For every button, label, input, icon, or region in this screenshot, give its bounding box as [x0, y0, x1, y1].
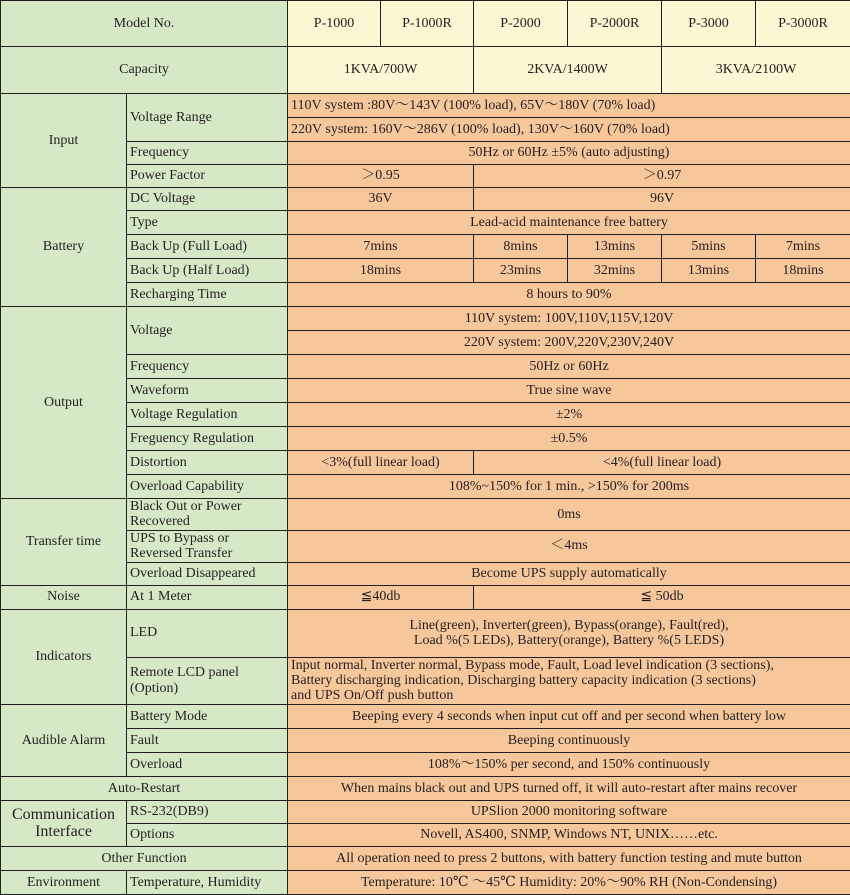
communication-category	[1, 800, 127, 846]
recharging-label: Recharging Time	[127, 283, 288, 307]
table-row	[1, 562, 850, 585]
output-category: Output	[1, 307, 127, 499]
overload-capability-value: 108%~150% for 1 min., >150% for 200ms	[288, 475, 850, 499]
model-label: Model No.	[1, 1, 288, 47]
table-row	[1, 188, 850, 211]
table-row	[1, 752, 850, 776]
backup-half-3k: 13mins	[662, 259, 756, 283]
table-row	[1, 846, 850, 870]
table-row	[1, 585, 850, 609]
table-row	[1, 379, 850, 403]
table-row	[1, 165, 850, 188]
backup-half-1k: 18mins	[288, 259, 474, 283]
alarm-overload-label: Overload	[127, 752, 288, 776]
other-function-category: Other Function	[1, 846, 288, 870]
table-row	[1, 657, 850, 704]
input-frequency-label: Frequency	[127, 142, 288, 165]
transfer-category: Transfer time	[1, 499, 127, 586]
table-row	[1, 307, 850, 331]
rs232-value: UPSlion 2000 monitoring software	[288, 800, 850, 823]
backup-full-2k: 8mins	[474, 235, 568, 259]
remote-lcd-value	[288, 657, 850, 704]
backup-full-3kr: 7mins	[756, 235, 850, 259]
voltage-regulation-label: Voltage Regulation	[127, 403, 288, 427]
output-frequency-label: Frequency	[127, 355, 288, 379]
capacity-2kva: 2KVA/1400W	[474, 47, 662, 94]
battery-category: Battery	[1, 188, 127, 307]
capacity-3kva: 3KVA/2100W	[662, 47, 850, 94]
led-line-2: Load %(5 LEDs), Battery(orange), Battery %(5 LEDS)	[291, 633, 847, 648]
table-row	[1, 823, 850, 846]
alarm-overload-value: 108%～150% per second, and 150% continuously	[288, 752, 850, 776]
table-row	[1, 499, 850, 531]
waveform-value: True sine wave	[288, 379, 850, 403]
model-p3000r: P-3000R	[756, 1, 850, 47]
waveform-label: Waveform	[127, 379, 288, 403]
input-category: Input	[1, 94, 127, 188]
table-row	[1, 403, 850, 427]
remote-lcd-line-1: Input normal, Inverter normal, Bypass mode, Fault, Load level indication (3 sections),	[291, 658, 847, 673]
distortion-label: Distortion	[127, 451, 288, 475]
blackout-value: 0ms	[288, 499, 850, 531]
noise-1k: ≦40db	[288, 585, 474, 609]
table-row	[1, 427, 850, 451]
model-p2000r: P-2000R	[568, 1, 662, 47]
table-row	[1, 142, 850, 165]
table-row	[1, 776, 850, 800]
remote-lcd-label	[127, 657, 288, 704]
capacity-label: Capacity	[1, 47, 288, 94]
model-row	[1, 1, 850, 47]
overload-disappeared-label: Overload Disappeared	[127, 562, 288, 585]
model-p3000: P-3000	[662, 1, 756, 47]
blackout-label: Black Out or Power Recovered	[127, 499, 288, 531]
voltage-range-220: 220V system: 160V～286V (100% load), 130V～160V (70% load)	[288, 118, 850, 142]
power-factor-1k: ＞0.95	[288, 165, 474, 188]
model-p1000r: P-1000R	[381, 1, 474, 47]
rs232-label: RS-232(DB9)	[127, 800, 288, 823]
recharging-value: 8 hours to 90%	[288, 283, 850, 307]
power-factor-2k3k: ＞0.97	[474, 165, 850, 188]
remote-lcd-line-3: and UPS On/Off push button	[291, 688, 847, 703]
table-row	[1, 259, 850, 283]
capacity-1kva: 1KVA/700W	[288, 47, 474, 94]
backup-half-label: Back Up (Half Load)	[127, 259, 288, 283]
battery-type-value: Lead-acid maintenance free battery	[288, 211, 850, 235]
led-value	[288, 609, 850, 657]
remote-lcd-label-1: Remote LCD panel	[130, 665, 284, 680]
backup-full-label: Back Up (Full Load)	[127, 235, 288, 259]
table-row	[1, 451, 850, 475]
power-factor-label: Power Factor	[127, 165, 288, 188]
distortion-1k: <3%(full linear load)	[288, 451, 474, 475]
environment-category: Environment	[1, 870, 127, 894]
table-row	[1, 355, 850, 379]
table-row	[1, 728, 850, 752]
bypass-value: ＜4ms	[288, 530, 850, 562]
options-label: Options	[127, 823, 288, 846]
battery-type-label: Type	[127, 211, 288, 235]
overload-capability-label: Overload Capability	[127, 475, 288, 499]
backup-half-2k: 23mins	[474, 259, 568, 283]
remote-lcd-line-2: Battery discharging indication, Discharging battery capacity indication (3 sections)	[291, 673, 847, 688]
model-p1000: P-1000	[288, 1, 381, 47]
noise-label: At 1 Meter	[127, 585, 288, 609]
environment-label: Temperature, Humidity	[127, 870, 288, 894]
led-label: LED	[127, 609, 288, 657]
table-row	[1, 609, 850, 657]
backup-full-3k: 5mins	[662, 235, 756, 259]
distortion-2k3k: <4%(full linear load)	[474, 451, 850, 475]
other-function-value: All operation need to press 2 buttons, with battery function testing and mute button	[288, 846, 850, 870]
backup-full-1k: 7mins	[288, 235, 474, 259]
bypass-label: UPS to Bypass or Reversed Transfer	[127, 530, 288, 562]
backup-half-2kr: 32mins	[568, 259, 662, 283]
battery-mode-value: Beeping every 4 seconds when input cut off and per second when battery low	[288, 704, 850, 728]
communication-category-1: Communication	[4, 806, 123, 824]
environment-value: Temperature: 10℃ ～45℃ Humidity: 20%～90% RH (Non-Condensing)	[288, 870, 850, 894]
output-frequency-value: 50Hz or 60Hz	[288, 355, 850, 379]
alarm-category: Audible Alarm	[1, 704, 127, 776]
table-row	[1, 800, 850, 823]
table-row	[1, 211, 850, 235]
dc-voltage-2k3k: 96V	[474, 188, 850, 211]
table-row	[1, 704, 850, 728]
noise-category: Noise	[1, 585, 127, 609]
capacity-row	[1, 47, 850, 94]
auto-restart-value: When mains black out and UPS turned off, it will auto-restart after mains recover	[288, 776, 850, 800]
dc-voltage-label: DC Voltage	[127, 188, 288, 211]
dc-voltage-1k: 36V	[288, 188, 474, 211]
table-row	[1, 475, 850, 499]
input-frequency-value: 50Hz or 60Hz ±5% (auto adjusting)	[288, 142, 850, 165]
remote-lcd-label-2: (Option)	[130, 681, 284, 696]
indicators-category: Indicators	[1, 609, 127, 704]
backup-full-2kr: 13mins	[568, 235, 662, 259]
table-row	[1, 870, 850, 894]
fault-value: Beeping continuously	[288, 728, 850, 752]
voltage-range-label: Voltage Range	[127, 94, 288, 142]
frequency-regulation-value: ±0.5%	[288, 427, 850, 451]
auto-restart-category: Auto-Restart	[1, 776, 288, 800]
table-row	[1, 235, 850, 259]
output-voltage-220: 220V system: 200V,220V,230V,240V	[288, 331, 850, 355]
fault-label: Fault	[127, 728, 288, 752]
output-voltage-110: 110V system: 100V,110V,115V,120V	[288, 307, 850, 331]
overload-disappeared-value: Become UPS supply automatically	[288, 562, 850, 585]
voltage-regulation-value: ±2%	[288, 403, 850, 427]
table-row	[1, 283, 850, 307]
communication-category-2: Interface	[4, 823, 123, 841]
frequency-regulation-label: Freguency Regulation	[127, 427, 288, 451]
options-value: Novell, AS400, SNMP, Windows NT, UNIX……etc.	[288, 823, 850, 846]
backup-half-3kr: 18mins	[756, 259, 850, 283]
output-voltage-label: Voltage	[127, 307, 288, 355]
table-row	[1, 530, 850, 562]
model-p2000: P-2000	[474, 1, 568, 47]
battery-mode-label: Battery Mode	[127, 704, 288, 728]
led-line-1: Line(green), Inverter(green), Bypass(orange), Fault(red),	[291, 618, 847, 633]
voltage-range-110: 110V system :80V～143V (100% load), 65V～180V (70% load)	[288, 94, 850, 118]
noise-2k3k: ≦ 50db	[474, 585, 850, 609]
table-row	[1, 94, 850, 118]
